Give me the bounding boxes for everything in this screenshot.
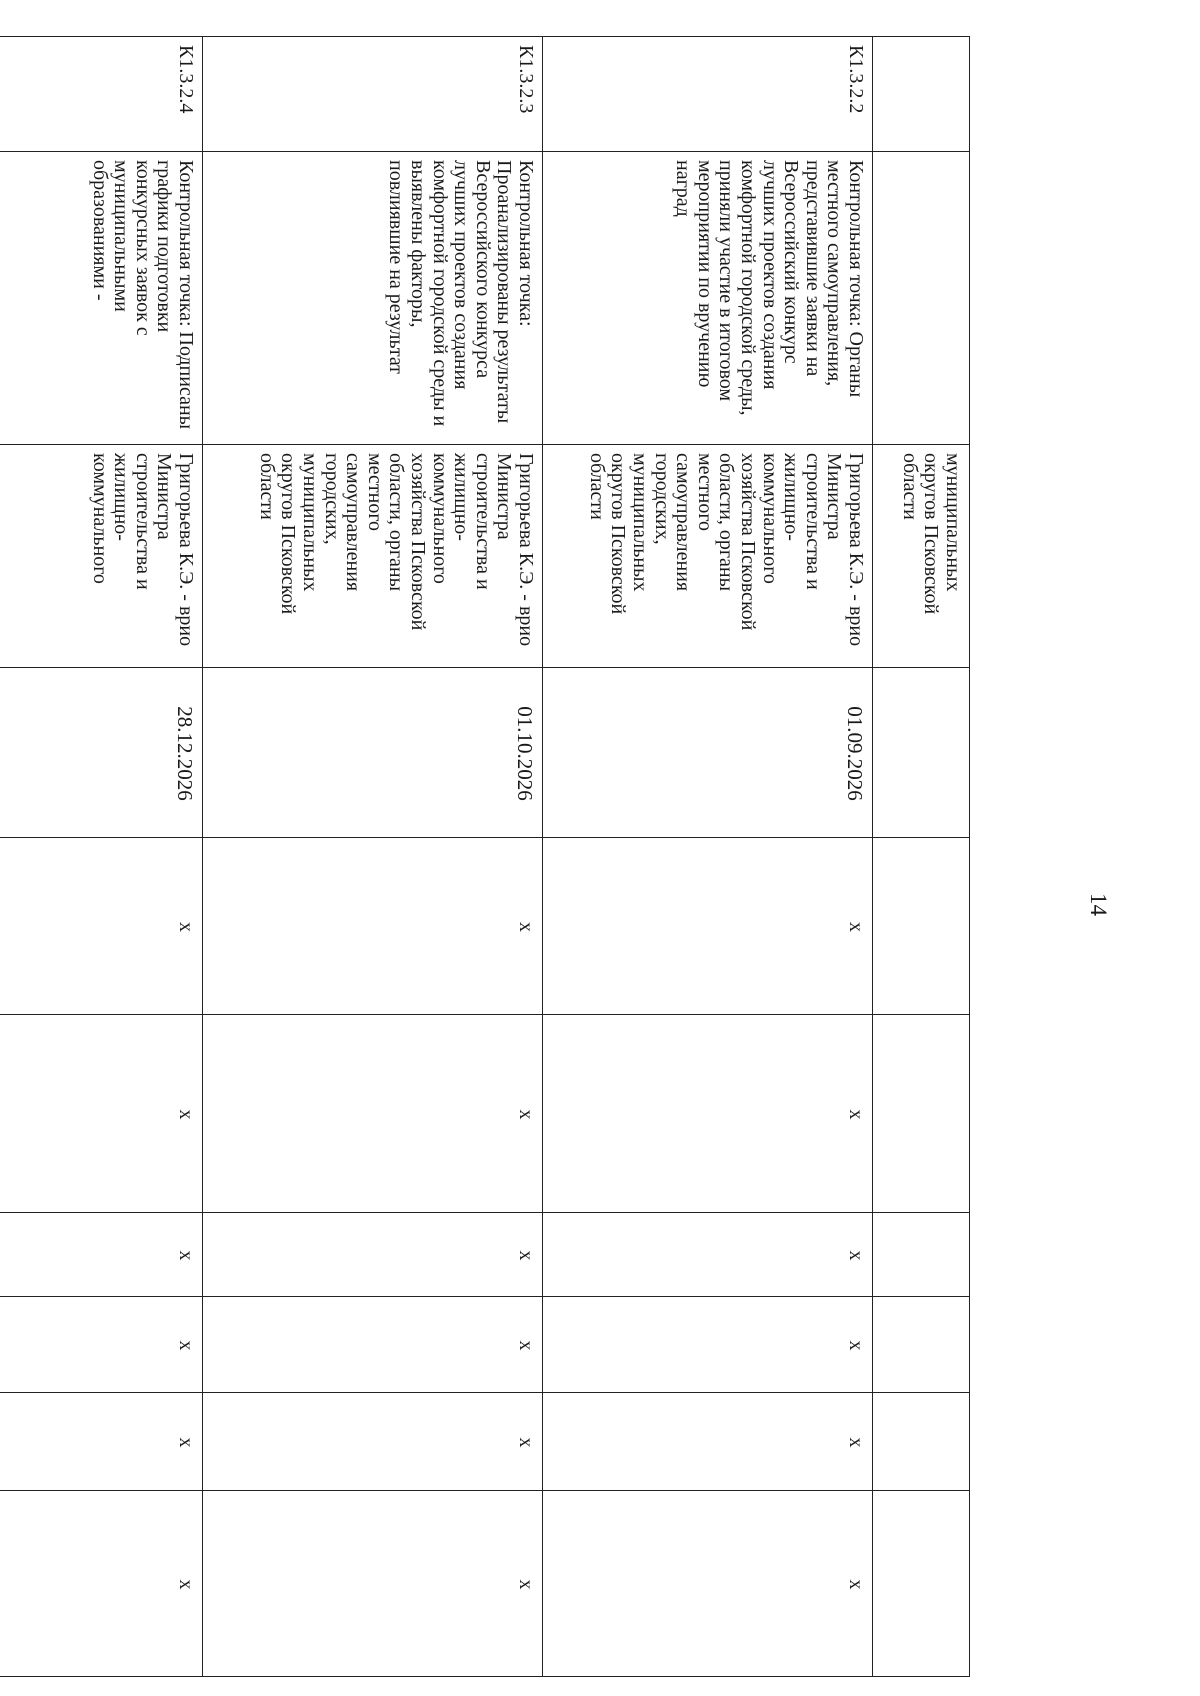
row-date: 01.09.2026 <box>843 706 867 801</box>
plan-table <box>0 36 970 1677</box>
row-code-cell <box>203 37 543 152</box>
table-row <box>0 37 203 1677</box>
row-mark-cell <box>0 1213 203 1297</box>
row-responsible-cell <box>0 445 203 668</box>
row-mark: x <box>515 1109 537 1120</box>
table-row <box>543 37 873 1677</box>
row-mark-cell <box>203 1491 543 1677</box>
row-mark: x <box>845 1250 867 1261</box>
row-mark: x <box>845 1340 867 1351</box>
carryover-mark-cell <box>873 1015 970 1213</box>
carryover-date-cell <box>873 668 970 838</box>
row-date: 01.10.2026 <box>513 706 537 801</box>
carryover-row <box>873 37 970 1677</box>
row-mark: x <box>515 1437 537 1448</box>
carryover-description-cell <box>873 152 970 445</box>
row-responsible: Григорьева К.Э. - врио Министра строительства и жилищно- коммунального хозяйства Псковской области, органы местного самоуправления городских, муниципальных округов Псковской области <box>585 453 867 647</box>
carryover-code-cell <box>873 37 970 152</box>
row-mark-cell <box>543 838 873 1015</box>
row-mark: x <box>175 1437 197 1448</box>
table-row <box>203 37 543 1677</box>
row-mark: x <box>175 1340 197 1351</box>
row-description-cell <box>0 152 203 445</box>
row-description: Контрольная точка: Подписаны графики подготовки конкурсных заявок с муниципальными образованиями - <box>88 160 197 430</box>
row-description: Контрольная точка: Органы местного самоуправления, представившие заявки на Всероссийский конкурс лучших проектов создания комфортной городской среды, приняли участие в итоговом мероприятии по вручению наград <box>672 160 867 416</box>
row-mark-cell <box>543 1393 873 1491</box>
row-description-cell <box>203 152 543 445</box>
row-mark: x <box>845 1109 867 1120</box>
row-mark-cell <box>203 1297 543 1393</box>
row-responsible-cell <box>203 445 543 668</box>
row-mark: x <box>175 1109 197 1120</box>
row-mark: x <box>845 1437 867 1448</box>
row-mark-cell <box>0 1393 203 1491</box>
row-date-cell <box>203 668 543 838</box>
row-responsible: Григорьева К.Э. - врио Министра строительства и жилищно- коммунального <box>88 453 197 647</box>
row-mark-cell <box>203 1393 543 1491</box>
row-mark-cell <box>543 1297 873 1393</box>
row-mark-cell <box>543 1491 873 1677</box>
row-code: К1.3.2.3 <box>515 45 537 114</box>
row-mark: x <box>845 1579 867 1590</box>
carryover-mark-cell <box>873 1297 970 1393</box>
carryover-responsible-text: муниципальных округов Псковской области <box>898 453 964 615</box>
row-mark: x <box>515 1340 537 1351</box>
row-mark: x <box>515 922 537 932</box>
row-mark-cell <box>0 1015 203 1213</box>
row-description-cell <box>543 152 873 445</box>
row-mark: x <box>175 922 197 932</box>
row-date-cell <box>0 668 203 838</box>
carryover-mark-cell <box>873 838 970 1015</box>
row-mark-cell <box>203 1213 543 1297</box>
carryover-responsible-cell <box>873 445 970 668</box>
rotated-table-container <box>0 36 970 1676</box>
row-responsible: Григорьева К.Э. - врио Министра строительства и жилищно- коммунального хозяйства Псковской области, органы местного самоуправления городских, муниципальных округов Псковской области <box>255 453 537 647</box>
row-responsible-cell <box>543 445 873 668</box>
row-mark-cell <box>543 1015 873 1213</box>
row-mark-cell <box>203 1015 543 1213</box>
row-mark-cell <box>0 1491 203 1677</box>
row-mark-cell <box>0 838 203 1015</box>
row-mark: x <box>845 922 867 932</box>
row-mark-cell <box>0 1297 203 1393</box>
row-mark-cell <box>203 838 543 1015</box>
row-code-cell <box>0 37 203 152</box>
page-number: 14 <box>1086 893 1111 916</box>
row-date: 28.12.2026 <box>173 706 197 801</box>
carryover-mark-cell <box>873 1393 970 1491</box>
row-mark: x <box>515 1250 537 1261</box>
row-description: Контрольная точка: Проанализированы результаты Всероссийского конкурса лучших проектов создания комфортной городской среды и выявлены факторы, повлиявшие на результат <box>385 160 537 427</box>
carryover-mark-cell <box>873 1213 970 1297</box>
row-code: К1.3.2.2 <box>845 45 867 114</box>
row-date-cell <box>543 668 873 838</box>
row-mark-cell <box>543 1213 873 1297</box>
row-mark: x <box>175 1579 197 1590</box>
carryover-mark-cell <box>873 1491 970 1677</box>
row-mark: x <box>515 1579 537 1590</box>
row-code-cell <box>543 37 873 152</box>
row-mark: x <box>175 1250 197 1261</box>
row-code: К1.3.2.4 <box>175 45 197 114</box>
